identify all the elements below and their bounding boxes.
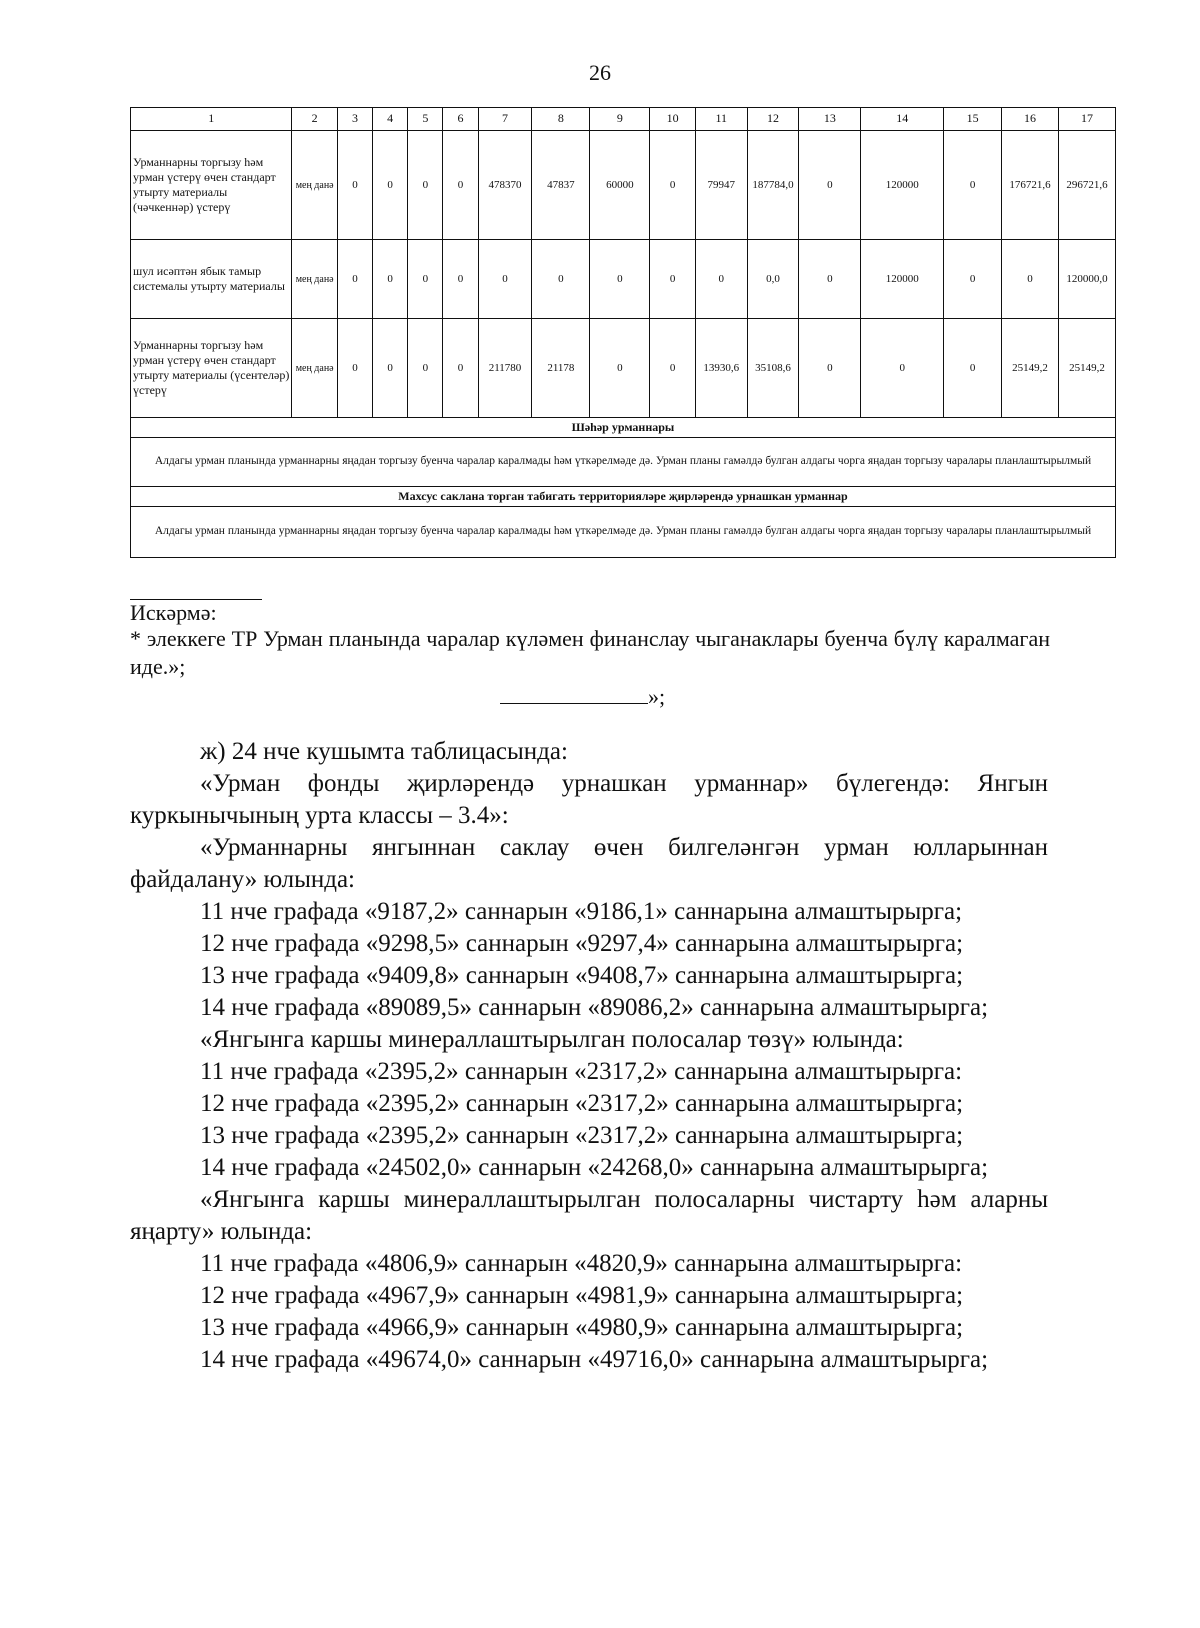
row-name: шул исәптән ябык тамыр системалы утырту материалы (131, 240, 292, 319)
row-unit: мең данә (292, 240, 338, 319)
paragraph: 13 нче графада «9409,8» саннарын «9408,7» саннарына алмаштырырга; (200, 962, 964, 989)
table-cell: 0 (590, 319, 650, 418)
table-cell: 0 (443, 240, 478, 319)
section-title-row (131, 487, 1116, 507)
row-name: Урманнарны торгызу һәм урман үстерү өчен стандарт утырту материалы (үсентеләр) үстерү (131, 319, 292, 418)
table-cell: 0 (650, 319, 696, 418)
column-number: 4 (373, 108, 408, 131)
table-cell: 25149,2 (1058, 319, 1115, 418)
column-number: 1 (131, 108, 292, 131)
column-number: 2 (292, 108, 338, 131)
table-cell: 0 (373, 240, 408, 319)
paragraph: 14 нче графада «89089,5» саннарын «89086,2» саннарына алмаштырырга; (200, 994, 989, 1021)
table-cell: 13930,6 (695, 319, 747, 418)
paragraph: 13 нче графада «2395,2» саннарын «2317,2» саннарына алмаштырырга; (200, 1122, 964, 1149)
table-cell: 0 (944, 240, 1002, 319)
footnote-text: * элеккеге ТР Урман планында чаралар күләмен финанслау чыганаклары буенча бүлү каралмаган иде.»; (130, 626, 1050, 679)
paragraph: 12 нче графада «9298,5» саннарын «9297,4» саннарына алмаштырырга; (200, 930, 964, 957)
row-unit: мең данә (292, 131, 338, 240)
paragraph: «Янгынга каршы минераллаштырылган полосалар төзү» юлында: (200, 1026, 904, 1053)
paragraph: 13 нче графада «4966,9» саннарын «4980,9» саннарына алмаштырырга; (200, 1314, 964, 1341)
table-cell: 187784,0 (747, 131, 799, 240)
signature-blank-line (500, 683, 648, 704)
footnote-title: Искәрмә: (130, 600, 217, 625)
table-row (131, 131, 1116, 240)
paragraph: 14 нче графада «24502,0» саннарын «24268,0» саннарына алмаштырырга; (200, 1154, 989, 1181)
table-cell: 60000 (590, 131, 650, 240)
table-cell: 0 (1002, 240, 1059, 319)
table-cell: 0 (478, 240, 532, 319)
table-cell: 21178 (532, 319, 590, 418)
paragraph: 12 нче графада «4967,9» саннарын «4981,9» саннарына алмаштырырга; (200, 1282, 964, 1309)
column-number: 11 (695, 108, 747, 131)
column-number: 17 (1058, 108, 1115, 131)
page-number: 26 (589, 60, 611, 85)
table-cell: 0 (408, 240, 443, 319)
paragraph: 11 нче графада «4806,9» саннарын «4820,9» саннарына алмаштырырга: (200, 1250, 963, 1277)
section-title: Шәһәр урманнары (131, 418, 1116, 438)
paragraph: «Урман фонды җирләрендә урнашкан урманнар» бүлегендә: Янгын куркынычының урта классы – 3.4»: (130, 770, 1048, 829)
table-cell: 0 (337, 319, 372, 418)
closing-quote (500, 683, 665, 710)
paragraph: 11 нче графада «9187,2» саннарын «9186,1» саннарына алмаштырырга; (200, 898, 963, 925)
table-cell: 296721,6 (1058, 131, 1115, 240)
column-number: 5 (408, 108, 443, 131)
table-cell: 478370 (478, 131, 532, 240)
table-cell: 0 (799, 131, 861, 240)
table-cell: 0 (443, 319, 478, 418)
section-note: Алдагы урман планында урманнарны яңадан торгызу буенча чаралар каралмады һәм үткәрелмәде дә. Урман планы гамәлдә булган алдагы чорга яңадан торгызу чаралары планлаштырылмый (131, 438, 1116, 487)
table-cell: 120000 (861, 240, 944, 319)
section-title: Махсус саклана торган табигать территорияләре җирләрендә урнашкан урманнар (131, 487, 1116, 507)
table-cell: 0 (373, 319, 408, 418)
table-cell: 0,0 (747, 240, 799, 319)
table-cell: 0 (944, 319, 1002, 418)
column-number: 16 (1002, 108, 1059, 131)
table-cell: 0 (695, 240, 747, 319)
table-cell: 35108,6 (747, 319, 799, 418)
column-number: 15 (944, 108, 1002, 131)
column-number: 8 (532, 108, 590, 131)
paragraph: «Урманнарны янгыннан саклау өчен билгеләнгән урман юлларыннан файдалану» юлында: (130, 834, 1048, 893)
section-note-row (131, 438, 1116, 487)
paragraph: «Янгынга каршы минераллаштырылган полосаларны чистарту һәм аларны яңарту» юлында: (130, 1186, 1048, 1245)
row-name: Урманнарны торгызу һәм урман үстерү өчен стандарт утырту материалы (чәчкеннәр) үстерү (131, 131, 292, 240)
table-row (131, 240, 1116, 319)
column-number: 7 (478, 108, 532, 131)
table-cell: 0 (590, 240, 650, 319)
column-number: 3 (337, 108, 372, 131)
table-cell: 0 (532, 240, 590, 319)
table-cell: 0 (337, 131, 372, 240)
row-unit: мең данә (292, 319, 338, 418)
column-number: 9 (590, 108, 650, 131)
table-cell: 0 (799, 240, 861, 319)
table-cell: 79947 (695, 131, 747, 240)
paragraph: ж) 24 нче кушымта таблицасында: (200, 738, 568, 765)
section-note: Алдагы урман планында урманнарны яңадан торгызу буенча чаралар каралмады һәм үткәрелмәде дә. Урман планы гамәлдә булган алдагы чорга яңадан торгызу чаралары планлаштырылмый (131, 507, 1116, 558)
table-cell: 0 (373, 131, 408, 240)
table-cell: 0 (408, 319, 443, 418)
table-cell: 120000,0 (1058, 240, 1115, 319)
column-number: 12 (747, 108, 799, 131)
table-cell: 47837 (532, 131, 590, 240)
column-number: 10 (650, 108, 696, 131)
table-cell: 25149,2 (1002, 319, 1059, 418)
column-number: 13 (799, 108, 861, 131)
column-number: 14 (861, 108, 944, 131)
table-cell: 211780 (478, 319, 532, 418)
table-cell: 0 (337, 240, 372, 319)
table-cell: 120000 (861, 131, 944, 240)
table-cell: 0 (408, 131, 443, 240)
table-cell: 0 (443, 131, 478, 240)
table-cell: 0 (861, 319, 944, 418)
paragraph: 12 нче графада «2395,2» саннарын «2317,2» саннарына алмаштырырга; (200, 1090, 964, 1117)
section-note-row (131, 507, 1116, 558)
closing-mark: »; (648, 684, 666, 709)
paragraph: 11 нче графада «2395,2» саннарын «2317,2» саннарына алмаштырырга: (200, 1058, 963, 1085)
amendment-text (130, 736, 1048, 1376)
section-title-row (131, 418, 1116, 438)
column-number-row (131, 108, 1116, 131)
data-table (130, 107, 1116, 558)
table-cell: 0 (799, 319, 861, 418)
table-cell: 0 (650, 240, 696, 319)
table-cell: 0 (944, 131, 1002, 240)
table-row (131, 319, 1116, 418)
column-number: 6 (443, 108, 478, 131)
table-cell: 176721,6 (1002, 131, 1059, 240)
table-cell: 0 (650, 131, 696, 240)
paragraph: 14 нче графада «49674,0» саннарын «49716,0» саннарына алмаштырырга; (200, 1346, 989, 1373)
